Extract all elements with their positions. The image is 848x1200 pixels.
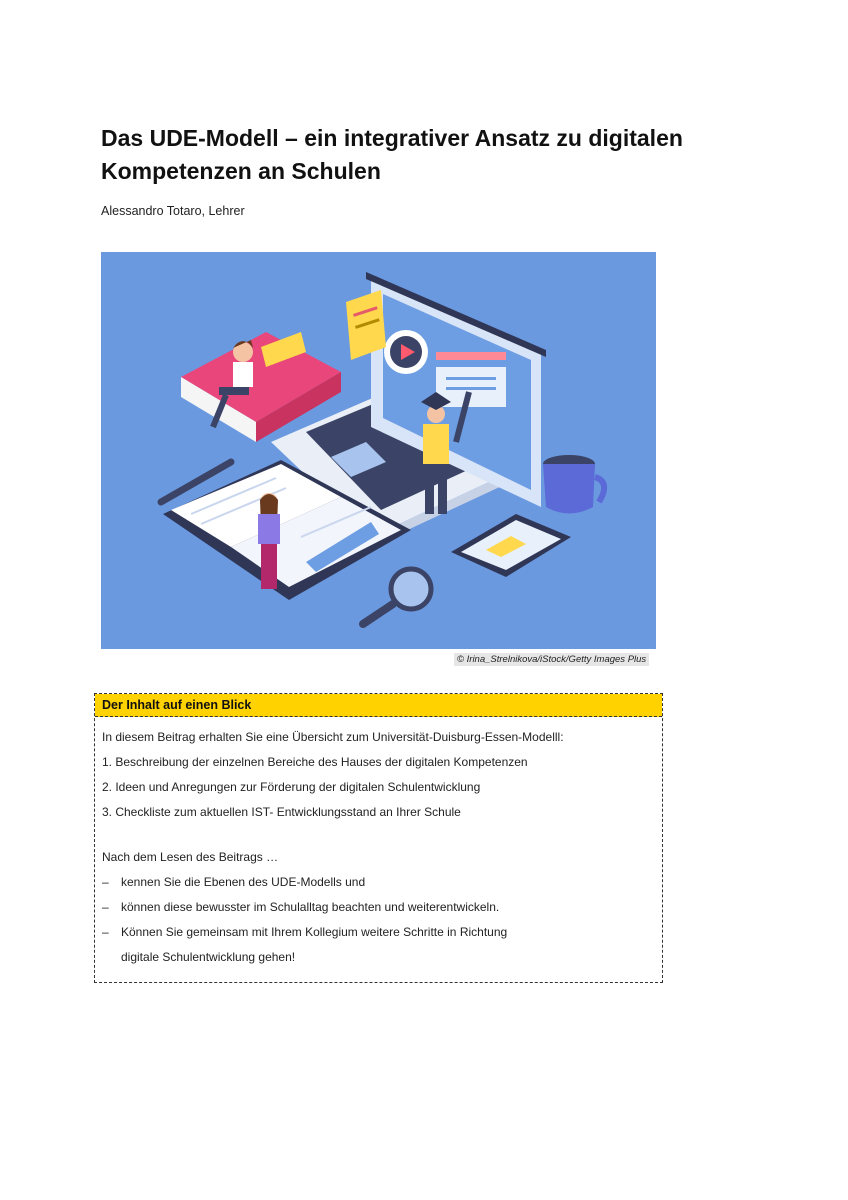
summary-box: [94, 693, 663, 983]
article-title: Das UDE-Modell – ein integrativer Ansatz zu digitalen Kompetenzen an Schulen: [101, 125, 683, 184]
after-reading-label: Nach dem Lesen des Beitrags …: [102, 850, 279, 864]
credit-name: Irina_Strelnikova: [466, 654, 538, 665]
bullet-dash: –: [102, 925, 109, 939]
bullet-item: [102, 897, 655, 922]
summary-heading: Der Inhalt auf einen Blick: [95, 694, 662, 717]
list-item: 2. Ideen und Anregungen zur Förderung der digitalen Schulentwicklung: [102, 780, 481, 794]
bullet-text: Können Sie gemeinsam mit Ihrem Kollegium weitere Schritte in Richtung: [121, 925, 508, 939]
bullet-text: können diese bewusster im Schulalltag beachten und weiterentwickeln.: [121, 900, 500, 914]
bullet-text: kennen Sie die Ebenen des UDE-Modells und: [121, 875, 366, 889]
summary-intro: In diesem Beitrag erhalten Sie eine Übersicht zum Universität-Duisburg-Essen-Modelll:: [102, 730, 564, 744]
article-author: Alessandro Totaro, Lehrer: [101, 204, 245, 218]
summary-body: [95, 717, 662, 969]
bullet-item: [102, 922, 655, 947]
bullet-dash: –: [102, 875, 109, 889]
credit-suffix: /iStock/Getty Images Plus: [537, 654, 647, 665]
bullet-continuation: digitale Schulentwicklung gehen!: [121, 950, 296, 964]
list-item: 3. Checkliste zum aktuellen IST- Entwicklungsstand an Ihrer Schule: [102, 805, 461, 819]
image-credit: [454, 653, 649, 666]
bullet-item: [102, 872, 655, 897]
credit-prefix: ©: [457, 654, 467, 665]
illustration-digital-learning: [101, 252, 656, 649]
list-item: 1. Beschreibung der einzelnen Bereiche des Hauses der digitalen Kompetenzen: [102, 755, 528, 769]
bullet-dash: –: [102, 900, 109, 914]
